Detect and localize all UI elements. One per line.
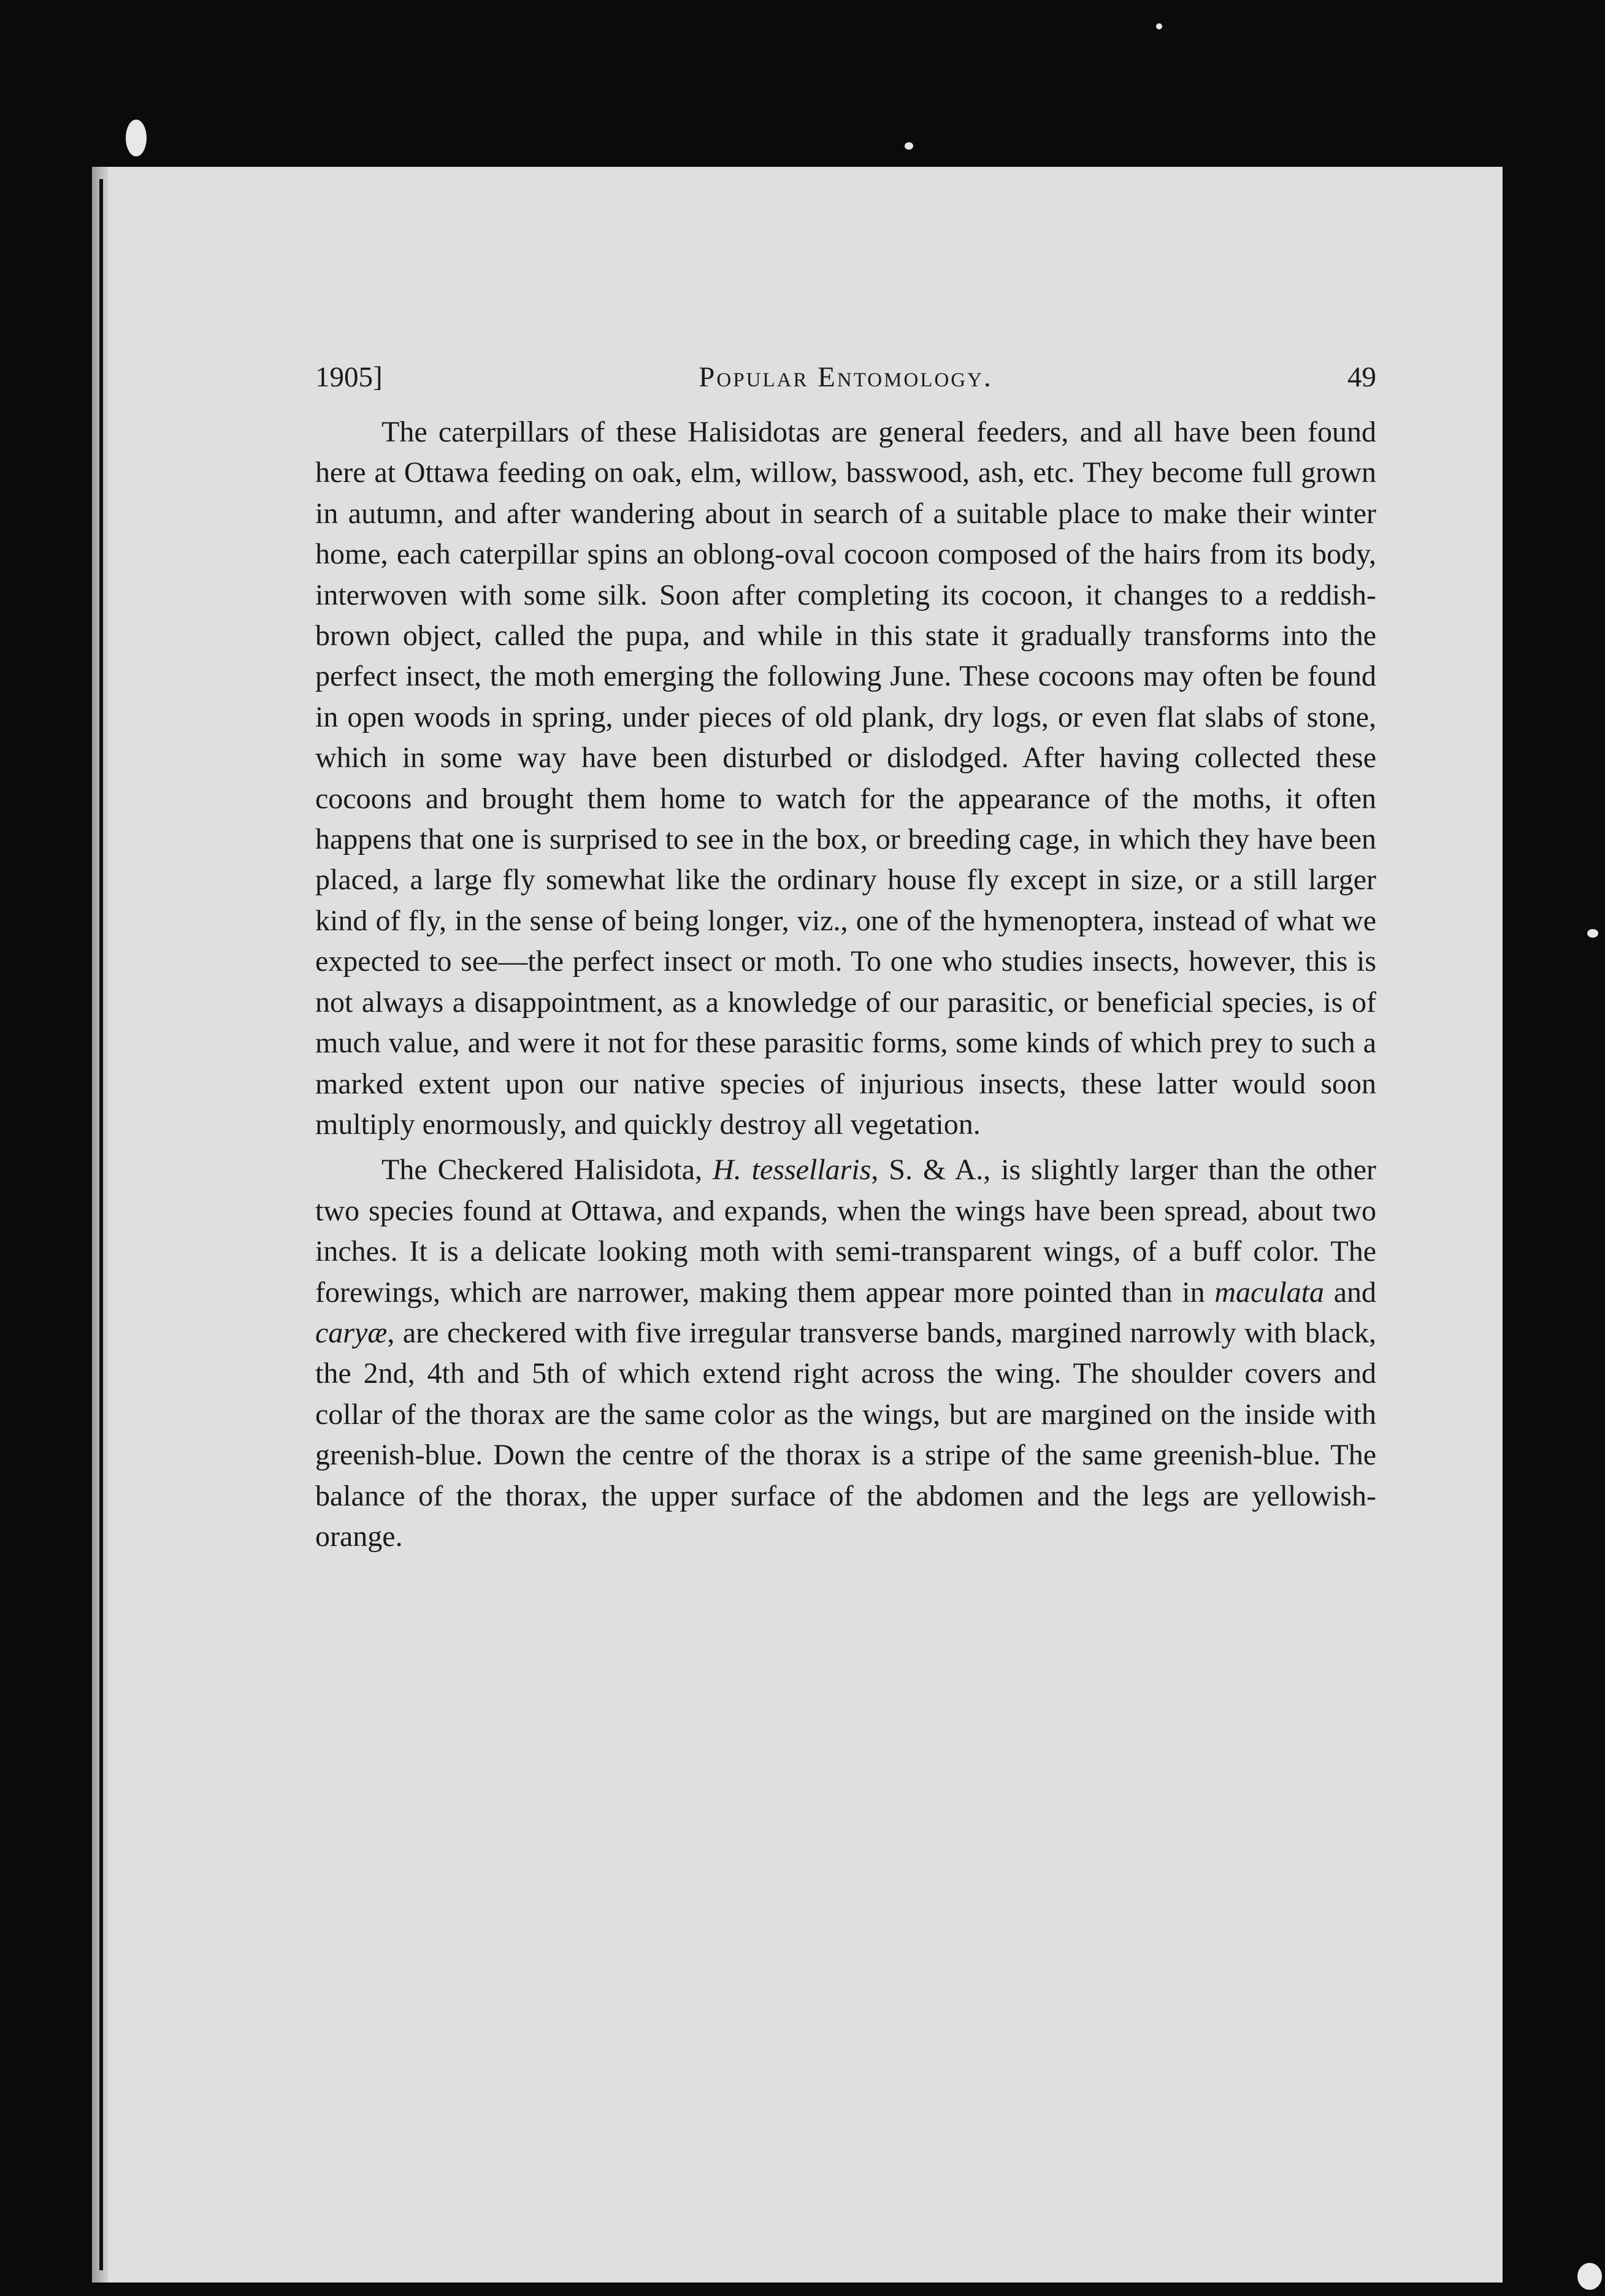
- scan-speck: [1577, 2263, 1602, 2290]
- scan-speck: [1156, 23, 1162, 29]
- running-head-title: Popular Entomology.: [699, 361, 993, 393]
- scan-speck: [126, 120, 147, 156]
- body-text: [315, 412, 1376, 1557]
- text-run: The Checkered Halisidota,: [381, 1154, 713, 1187]
- italic-run: H. tessellaris: [713, 1154, 871, 1187]
- text-run: and: [1323, 1276, 1376, 1309]
- paragraph-2: [315, 1150, 1376, 1557]
- binding-edge: [99, 179, 103, 2270]
- scan-speck: [905, 142, 913, 150]
- running-head-year: 1905]: [315, 361, 383, 393]
- scan-speck: [1587, 929, 1598, 938]
- book-page: [92, 167, 1503, 2283]
- text-run: The caterpillars of these Halisidotas are general feeders, and all have been found here at Ottawa feeding on oak, elm, willow, basswood, ash, etc. They become full grown in autumn, and after wandering about in search of a suitable place to make their winter home, each caterpillar spins an oblong-oval cocoon composed of the hairs from its body, interwoven with some silk. Soon after completing its cocoon, it changes to a reddish-brown object, called the pupa, and while in this state it gradually transforms into the perfect insect, the moth emerging the following June. These cocoons may often be found in open woods in spring, under pieces of old plank, dry logs, or even flat slabs of stone, which in some way have been disturbed or dislodged. After having collected these cocoons and brought them home to watch for the appearance of the moths, it often happens that one is surprised to see in the box, or breeding cage, in which they have been placed, a large fly somewhat like the ordinary house fly except in size, or a still larger kind of fly, in the sense of being longer, viz., one of the hymenoptera, instead of what we expected to see—the perfect insect or moth. To one who studies insects, however, this is not always a disappointment, as a knowledge of our parasitic, or beneficial species, is of much value, and were it not for these parasitic forms, some kinds of which prey to such a marked extent upon our native species of injurious insects, these latter would soon multiply enormously, and quickly destroy all vegetation.: [315, 416, 1376, 1141]
- paragraph-1: [315, 412, 1376, 1145]
- text-run: , S. & A., is slightly larger than the other two species found at Ottawa, and expands, when the wings have been spread, about two inches. It is a delicate looking moth with semi-transparent wings, of a buff color. The forewings, which are narrower, making them appear more pointed than in: [315, 1154, 1376, 1309]
- text-run: , are checkered with five irregular transverse bands, margined narrowly with black, the 2nd, 4th and 5th of which extend right across the wing. The shoulder covers and collar of the thorax are the same color as the wings, but are margined on the inside with greenish-blue. Down the centre of the thorax is a stripe of the same greenish-blue. The balance of the thorax, the upper surface of the abdomen and the legs are yellowish-orange.: [315, 1316, 1376, 1553]
- page-number: 49: [1347, 361, 1376, 393]
- running-head: [315, 361, 1376, 410]
- italic-run: caryæ: [315, 1316, 388, 1349]
- italic-run: maculata: [1214, 1276, 1324, 1309]
